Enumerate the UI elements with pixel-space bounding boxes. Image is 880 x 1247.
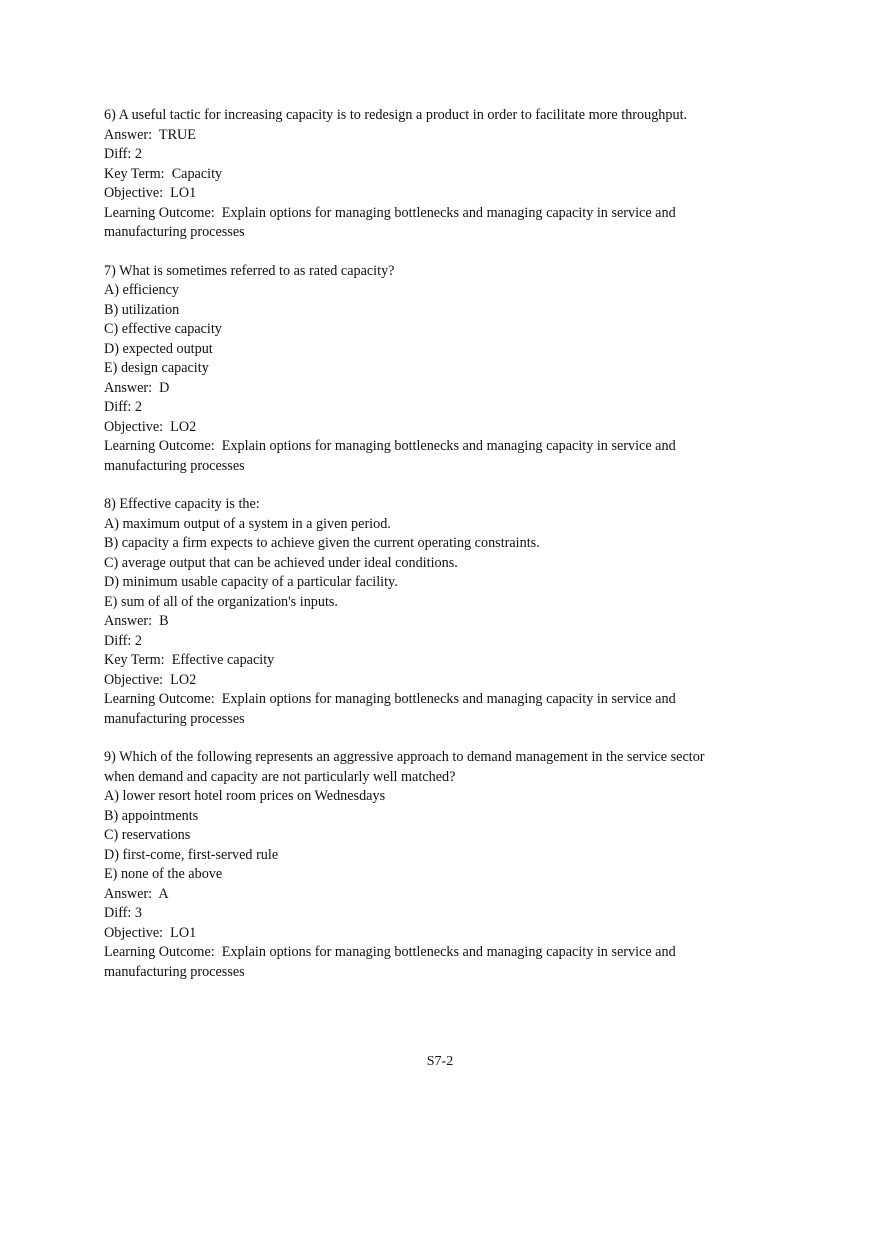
difficulty-line: Diff: 3 [104, 905, 142, 921]
option-line: E) none of the above [104, 866, 223, 882]
option-line: C) average output that can be achieved under ideal conditions. [104, 554, 458, 571]
objective-line: Objective: LO2 [104, 418, 197, 435]
option-line: D) expected output [104, 340, 213, 357]
question-line: 9) Which of the following represents an aggressive approach to demand management in the service sector [104, 749, 705, 765]
option-line: E) sum of all of the organization's inputs. [104, 593, 338, 610]
question-line: 7) What is sometimes referred to as rated capacity? [104, 262, 395, 279]
objective-line: Objective: LO1 [104, 924, 197, 941]
objective-line: Objective: LO2 [104, 671, 197, 688]
learning-outcome-line: manufacturing processes [104, 224, 245, 240]
option-line: B) capacity a firm expects to achieve given the current operating constraints. [104, 535, 540, 551]
learning-outcome-line: Learning Outcome: Explain options for managing bottlenecks and managing capacity in service and [104, 438, 676, 454]
learning-outcome-line: manufacturing processes [104, 963, 245, 980]
learning-outcome-line: Learning Outcome: Explain options for managing bottlenecks and managing capacity in service and [104, 944, 676, 960]
learning-outcome-line: manufacturing processes [104, 710, 245, 727]
question-line: 6) A useful tactic for increasing capacity is to redesign a product in order to facilitate more throughput. [104, 107, 688, 123]
learning-outcome-line: Learning Outcome: Explain options for managing bottlenecks and managing capacity in service and [104, 691, 676, 707]
option-line: A) efficiency [104, 282, 179, 298]
option-line: C) reservations [104, 827, 191, 843]
question-7 [104, 262, 804, 477]
learning-outcome-line: manufacturing processes [104, 457, 245, 474]
option-line: A) lower resort hotel room prices on Wednesdays [104, 788, 386, 804]
option-line: D) first-come, first-served rule [104, 846, 279, 863]
option-line: B) utilization [104, 301, 180, 318]
option-line: E) design capacity [104, 360, 209, 376]
question-6 [104, 106, 804, 243]
difficulty-line: Diff: 2 [104, 399, 142, 415]
question-9 [104, 748, 804, 982]
key-term-line: Key Term: Capacity [104, 165, 223, 182]
answer-line: Answer: B [104, 613, 169, 629]
difficulty-line: Diff: 2 [104, 632, 142, 649]
answer-line: Answer: D [104, 379, 170, 396]
option-line: D) minimum usable capacity of a particular facility. [104, 574, 398, 590]
objective-line: Objective: LO1 [104, 185, 197, 201]
page-number: S7-2 [426, 1054, 454, 1069]
option-line: C) effective capacity [104, 321, 222, 337]
question-line: 8) Effective capacity is the: [104, 496, 260, 512]
key-term-line: Key Term: Effective capacity [104, 652, 275, 668]
option-line: A) maximum output of a system in a given period. [104, 515, 391, 532]
document-page [104, 106, 804, 1001]
option-line: B) appointments [104, 807, 199, 824]
answer-line: Answer: A [104, 885, 169, 902]
difficulty-line: Diff: 2 [104, 146, 142, 162]
answer-line: Answer: TRUE [104, 126, 196, 143]
question-line: when demand and capacity are not particularly well matched? [104, 768, 456, 785]
learning-outcome-line: Learning Outcome: Explain options for managing bottlenecks and managing capacity in service and [104, 204, 676, 221]
question-8 [104, 495, 804, 729]
